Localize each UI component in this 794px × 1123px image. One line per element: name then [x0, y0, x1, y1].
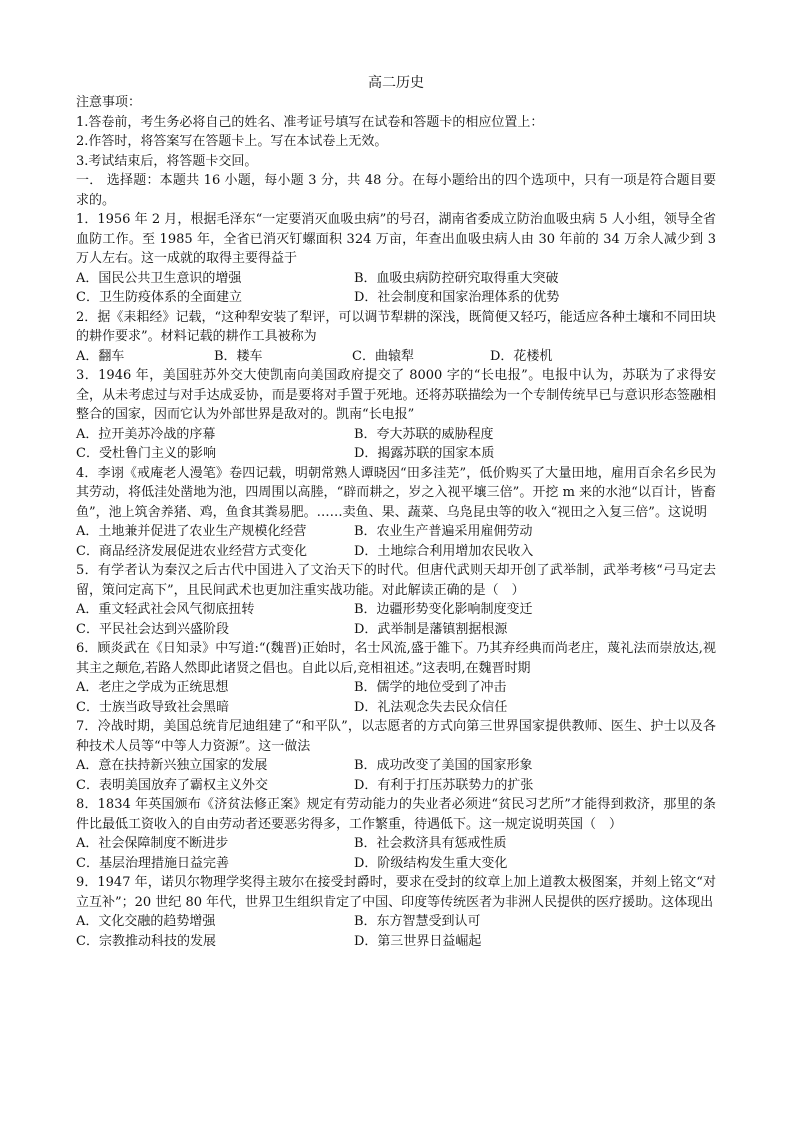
option-d: D．土地综合利用增加农民收入 [354, 543, 534, 559]
option-b: B．社会救济具有惩戒性质 [354, 836, 507, 851]
question-stem: 4．李诩《戒庵老人漫笔》卷四记载，明朝常熟人谭晓因“田多洼芜”，低价购买了大量田地，雇用百余名乡民为其劳动，将低洼处凿地为池，四周围以高塍，“辟而耕之，岁之入视平壤三倍”。开挖 m 来的水池“以百计，皆畜鱼”，池上筑舍养猪、鸡，鱼食其粪易肥。……卖鱼、果、蔬菜、乌凫昆虫等的收入“视田之入复三倍”。这说明 [76, 465, 716, 520]
notice-heading: 注意事项： [76, 95, 142, 110]
option-d: D．阶级结构发生重大变化 [354, 855, 508, 871]
option-b: B．边疆形势变化影响制度变迁 [354, 602, 533, 617]
question-stem: 9．1947 年，诺贝尔物理学奖得主玻尔在接受封爵时，要求在受封的纹章上加上道教太极图案，并刻上铭文“对立互补”；20 世纪 80 年代，世界卫生组织肯定了中国、印度等传统医者为非洲人民提供的医疗援助。这体现出 [76, 875, 716, 910]
question-stem: 1．1956 年 2 月，根据毛泽东“一定要消灭血吸虫病”的号召，湖南省委成立防治血吸虫病 5 人小组，领导全省血防工作。至 1985 年，全省已消灭钉螺面积 324 万亩，年查出血吸虫病人由 30 年前的 34 万余人减少到 3 万人左右。这一成就的取得主要得益于 [76, 212, 716, 266]
option-a: A．土地兼并促进了农业生产规模化经营 [76, 524, 307, 539]
question-3 [76, 366, 716, 464]
question-stem: 5．有学者认为秦汉之后古代中国进入了文治天下的时代。但唐代武则天却开创了武举制，武举考核“弓马定去留，策问定高下”，且民间武术也更加注重实战功能。对此解读正确的是（ ） [76, 563, 716, 598]
question-options [76, 756, 716, 795]
question-7 [76, 717, 716, 795]
notice-block [76, 93, 716, 171]
option-d: D．礼法观念失去民众信任 [354, 699, 508, 715]
option-b: B．夸大苏联的威胁程度 [354, 426, 494, 442]
question-8 [76, 795, 716, 873]
option-c: C．商品经济发展促进农业经营方式变化 [76, 543, 307, 559]
question-options [76, 347, 716, 367]
notice-item: 1.答卷前，考生务必将自己的姓名、准考证号填写在试卷和答题卡的相应位置上： [76, 114, 544, 130]
option-a: A．意在扶持新兴独立国家的发展 [76, 758, 268, 773]
question-5 [76, 561, 716, 639]
question-options [76, 678, 716, 717]
option-b: B．耧车 [214, 348, 263, 364]
option-d: D．花楼机 [490, 348, 553, 364]
option-c: C．士族当政导致社会黑暗 [76, 699, 229, 715]
notice-item: 2.作答时，将答案写在答题卡上。写在本试卷上无效。 [76, 134, 388, 149]
option-c: C．曲辕犁 [352, 348, 414, 364]
question-1 [76, 210, 716, 308]
option-a: A．国民公共卫生意识的增强 [76, 270, 242, 286]
option-b: B．农业生产普遍采用雇佣劳动 [354, 524, 533, 539]
question-options [76, 522, 716, 561]
question-4 [76, 464, 716, 562]
option-c: C．受杜鲁门主义的影响 [76, 446, 216, 461]
option-a: A．文化交融的趋势增强 [76, 914, 216, 929]
question-options [76, 912, 716, 951]
option-a: A．老庄之学成为正统思想 [76, 680, 229, 695]
notice-item: 3.考试结束后，将答题卡交回。 [76, 153, 258, 169]
question-stem: 2．据《耒耜经》记载，“这种犁安装了犁评，可以调节犁耕的深浅，既简便又轻巧，能适应各种土壤和不同田块的耕作要求”。材料记载的耕作工具被称为 [76, 309, 716, 344]
option-a: A．拉开美苏冷战的序幕 [76, 426, 216, 442]
option-d: D．揭露苏联的国家本质 [354, 446, 495, 461]
question-stem: 7．冷战时期，美国总统肯尼迪组建了“和平队”，以志愿者的方式向第三世界国家提供教师、医生、护士以及各种技术人员等“中等人力资源”。这一做法 [76, 719, 716, 754]
option-a: A．重文轻武社会风气彻底扭转 [76, 602, 255, 617]
question-9 [76, 873, 716, 951]
option-d: D．社会制度和国家治理体系的优势 [354, 290, 560, 305]
option-b: B．血吸虫病防控研究取得重大突破 [354, 270, 559, 286]
question-options [76, 600, 716, 639]
question-2 [76, 308, 716, 367]
option-b: B．成功改变了美国的国家形象 [354, 758, 533, 773]
option-b: B．儒学的地位受到了冲击 [354, 680, 507, 695]
question-options [76, 834, 716, 873]
option-d: D．有利于打压苏联势力的扩张 [354, 777, 534, 793]
option-d: D．武举制是藩镇割据根源 [354, 621, 508, 637]
question-stem: 8．1834 年英国颁布《济贫法修正案》规定有劳动能力的失业者必须进“贫民习艺所”才能得到救济，那里的条件比最低工资收入的自由劳动者还要恶劣得多，工作繁重，待遇低下。这一规定说明英国（ ） [76, 797, 716, 832]
option-c: C．平民社会达到兴盛阶段 [76, 621, 229, 637]
option-c: C．表明美国放弃了霸权主义外交 [76, 777, 268, 793]
question-options [76, 269, 716, 308]
option-c: C．基层治理措施日益完善 [76, 855, 229, 871]
question-stem: 6．顾炎武在《日知录》中写道:“(魏晋)正始时，名士风流,盛于雒下。乃其弃经典而尚老庄，蔑礼法而崇放达,视其主之颠危,若路人然即此诸贤之倡也。自此以后,竞相祖述。”这表明,在魏晋时期 [76, 641, 716, 676]
question-6 [76, 639, 716, 717]
option-a: A．翻车 [76, 348, 125, 364]
option-d: D．第三世界日益崛起 [354, 933, 482, 949]
option-c: C．卫生防疫体系的全面建立 [76, 290, 242, 305]
option-a: A．社会保障制度不断进步 [76, 836, 229, 851]
section-heading: 一． 选择题：本题共 16 小题，每小题 3 分，共 48 分。在每小题给出的四个选项中，只有一项是符合题目要求的。 [76, 173, 716, 208]
question-options [76, 425, 716, 464]
option-b: B．东方智慧受到认可 [354, 914, 481, 929]
exam-page [76, 74, 716, 951]
page-title: 高二历史 [368, 75, 424, 91]
option-c: C．宗教推动科技的发展 [76, 933, 216, 949]
question-stem: 3．1946 年，美国驻苏外交大使凯南向美国政府提交了 8000 字的“长电报”。电报中认为，苏联为了求得安全，从未考虑过与对手达成妥协，而是要将对手置于死地。还将苏联描绘为一个专制传统早已与意识形态签融相整合的国家，因而它认为外部世界是敌对的。凯南“长电报” [76, 368, 716, 422]
